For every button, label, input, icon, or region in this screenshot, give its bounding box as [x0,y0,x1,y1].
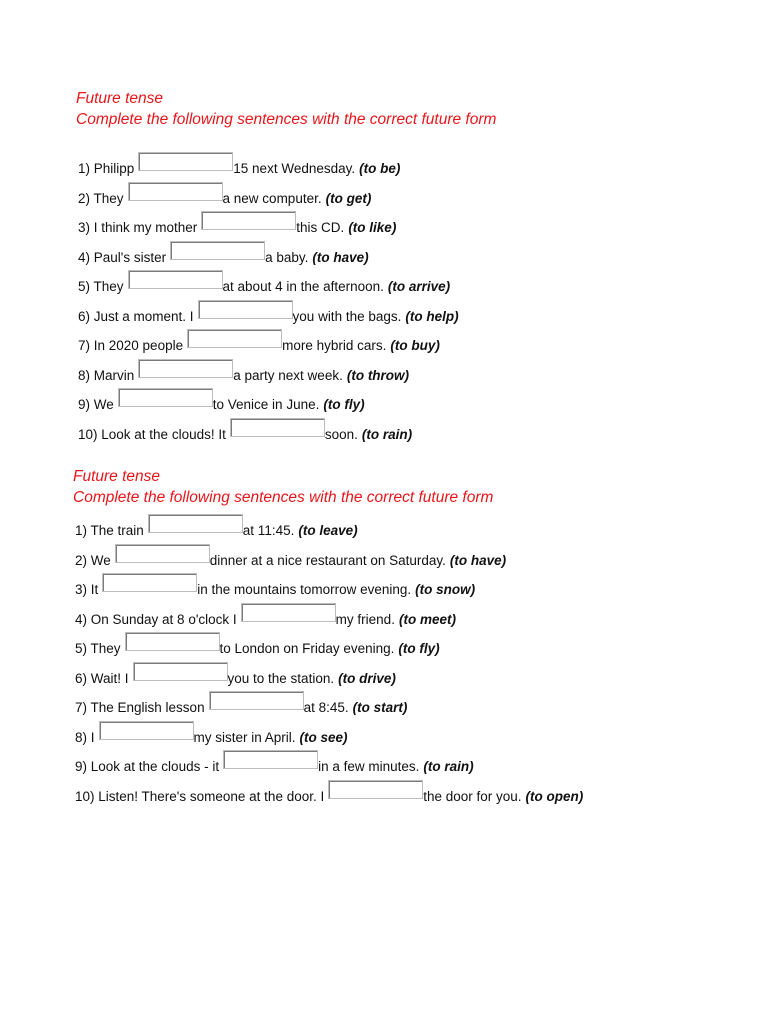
answer-field[interactable] [201,211,296,230]
sentence-end: you to the station. [227,671,335,686]
sentence-start: 4) On Sunday at 8 o'clock I [75,612,237,627]
sentence-end: the door for you. [423,789,522,804]
verb-hint: (to see) [299,730,348,745]
exercise-row [78,305,459,329]
answer-field[interactable] [128,270,223,289]
sentence-start: 8) Marvin [78,368,135,383]
answer-field[interactable] [223,750,318,769]
exercise-row [78,423,412,447]
sentence-start: 7) The English lesson [75,700,205,715]
exercise-row [78,187,371,211]
verb-hint: (to snow) [415,582,476,597]
verb-hint: (to meet) [398,612,456,627]
answer-field[interactable] [230,418,325,437]
verb-hint: (to have) [312,250,369,265]
sentence-start: 2) They [78,191,124,206]
exercise-row [75,519,358,543]
sentence-end: at 11:45. [242,523,295,538]
verb-hint: (to fly) [398,641,440,656]
exercise-row [78,157,400,181]
sentence-start: 3) It [75,582,99,597]
sentence-end: in a few minutes. [318,759,420,774]
answer-field[interactable] [138,152,233,171]
exercise-row [75,696,407,720]
sentence-end: to Venice in June. [212,397,320,412]
sentence-end: you with the bags. [292,309,402,324]
sentence-end: in the mountains tomorrow evening. [197,582,412,597]
answer-field[interactable] [187,329,282,348]
sentence-end: soon. [324,427,358,442]
exercise-row [78,216,396,240]
sentence-end: a party next week. [233,368,343,383]
verb-hint: (to have) [449,553,507,568]
verb-hint: (to open) [525,789,584,804]
answer-field[interactable] [198,300,293,319]
sentence-start: 6) Wait! I [75,671,129,686]
verb-hint: (to help) [405,309,459,324]
verb-hint: (to start) [352,700,408,715]
verb-hint: (to be) [359,161,401,176]
verb-hint: (to rain) [423,759,474,774]
answer-field[interactable] [99,721,194,740]
verb-hint: (to throw) [346,368,410,383]
sentence-end: at 8:45. [303,700,349,715]
sentence-start: 1) The train [75,523,144,538]
answer-field[interactable] [209,691,304,710]
exercise-row [75,726,348,750]
verb-hint: (to drive) [338,671,396,686]
sentence-start: 2) We [75,553,111,568]
sentence-start: 6) Just a moment. I [78,309,194,324]
verb-hint: (to leave) [298,523,358,538]
sentence-start: 10) Look at the clouds! It [78,427,226,442]
exercise-row [78,275,450,299]
sentence-end: my friend. [335,612,395,627]
sentence-end: more hybrid cars. [282,338,387,353]
section-title: Future tense [76,90,164,107]
sentence-end: a baby. [265,250,309,265]
answer-field[interactable] [102,573,197,592]
exercise-row [75,755,474,779]
verb-hint: (to buy) [390,338,440,353]
sentence-end: at about 4 in the afternoon. [222,279,384,294]
answer-field[interactable] [115,544,210,563]
section-title: Future tense [73,468,161,485]
exercise-row [75,608,456,632]
section-instruction: Complete the following sentences with the correct future form [76,111,497,128]
sentence-start: 8) I [75,730,95,745]
exercise-row [78,334,440,358]
answer-field[interactable] [138,359,233,378]
exercise-row [75,785,583,809]
sentence-start: 9) We [78,397,114,412]
sentence-start: 10) Listen! There's someone at the door. I [75,789,325,804]
answer-field[interactable] [241,603,336,622]
exercise-row [75,667,396,691]
exercise-row [78,393,365,417]
sentence-start: 1) Philipp [78,161,135,176]
sentence-end: to London on Friday evening. [219,641,395,656]
verb-hint: (to arrive) [387,279,451,294]
sentence-end: my sister in April. [193,730,296,745]
verb-hint: (to get) [325,191,372,206]
sentence-start: 9) Look at the clouds - it [75,759,220,774]
verb-hint: (to fly) [323,397,365,412]
answer-field[interactable] [133,662,228,681]
sentence-end: dinner at a nice restaurant on Saturday. [209,553,446,568]
sentence-end: a new computer. [222,191,322,206]
exercise-row [75,637,440,661]
sentence-end: 15 next Wednesday. [233,161,356,176]
exercise-row [75,549,506,573]
sentence-start: 5) They [78,279,124,294]
verb-hint: (to like) [348,220,397,235]
answer-field[interactable] [125,632,220,651]
sentence-start: 7) In 2020 people [78,338,184,353]
sentence-start: 3) I think my mother [78,220,198,235]
section-instruction: Complete the following sentences with the correct future form [73,489,494,506]
answer-field[interactable] [118,388,213,407]
sentence-start: 4) Paul's sister [78,250,167,265]
exercise-row [78,364,409,388]
sentence-end: this CD. [296,220,345,235]
answer-field[interactable] [128,182,223,201]
answer-field[interactable] [148,514,243,533]
answer-field[interactable] [328,780,423,799]
verb-hint: (to rain) [361,427,413,442]
sentence-start: 5) They [75,641,121,656]
exercise-row [75,578,475,602]
exercise-row [78,246,369,270]
answer-field[interactable] [170,241,265,260]
